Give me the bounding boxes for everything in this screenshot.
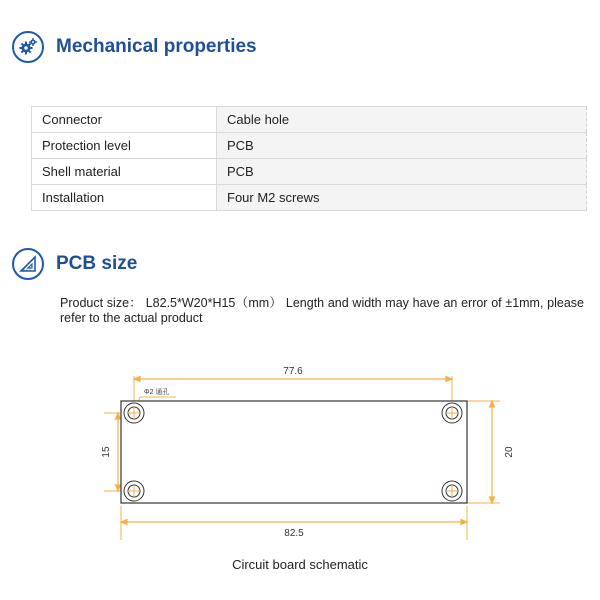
- property-label: Connector: [32, 107, 217, 133]
- section-title-pcb: PCB size: [56, 253, 138, 274]
- dimension-hole-pitch: 77.6: [283, 366, 303, 377]
- dimension-overall-length: 82.5: [284, 528, 304, 539]
- schematic-caption: Circuit board schematic: [232, 557, 368, 572]
- property-value: PCB: [217, 159, 587, 185]
- product-size-description: Product size： L82.5*W20*H15（mm） Length and width may have an error of ±1mm, please refer to the actual product: [60, 296, 584, 325]
- property-label: Installation: [32, 185, 217, 211]
- board-outline: [121, 401, 467, 503]
- property-label: Shell material: [32, 159, 217, 185]
- property-value: Cable hole: [217, 107, 587, 133]
- property-value: Four M2 screws: [217, 185, 587, 211]
- property-value: PCB: [217, 133, 587, 159]
- dimension-width: 20: [504, 446, 515, 458]
- section-title-mechanical: Mechanical properties: [56, 36, 257, 57]
- hole-note: Φ2 通孔: [144, 389, 170, 396]
- property-label: Protection level: [32, 133, 217, 159]
- dimension-hole-spacing: 15: [101, 446, 112, 458]
